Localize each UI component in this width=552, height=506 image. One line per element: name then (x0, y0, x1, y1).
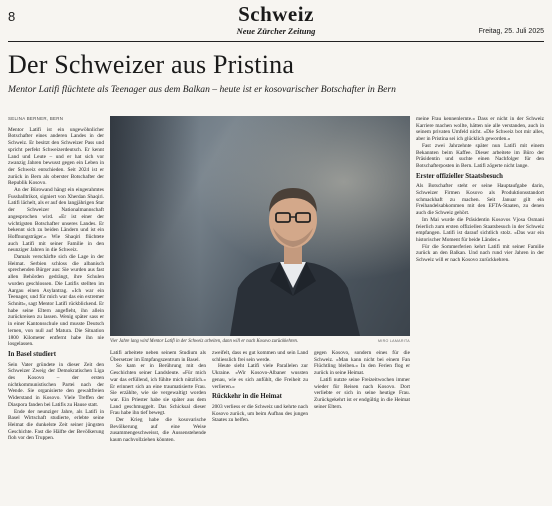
paragraph: zweifelt, dass es gut kommen und sein Land schliesslich frei sein werde. (212, 350, 308, 363)
paragraph: gegen Kosovo, sondern eines für die Schweiz. «Man kann nicht bei einem Fan Flüchtling bleiben.» In den Ferien flog er zurück in seine Heimat. (314, 350, 410, 377)
article-column-1 (8, 116, 104, 498)
article-lead: Mentor Latifi flüchtete als Teenager aus dem Balkan – heute ist er kosovarischer Botschafter in Bern (8, 84, 396, 95)
person-illustration (110, 116, 410, 336)
paragraph: 2003 verliess er die Schweiz und kehrte nach Kosovo zurück, um beim Aufbau des jungen Staates zu helfen. (212, 403, 308, 424)
paragraph: Fast zwei Jahrzehnte später nun Latifi mit einem Bekannten beim Kaffee. Dieser arbeitete im Büro der Präsidentin und suchte einen Nachfolger für den Botschafterposten in Bern. Latifi zögerte nicht lange. (416, 142, 544, 169)
article-headline: Der Schweizer aus Pristina (8, 50, 295, 79)
section-title: Schweiz (238, 2, 314, 26)
paragraph: Ende der neunziger Jahre, als Latifi in Basel Wirtschaft studierte, erlebte seine Heimat die dunkelste Zeit seiner jüngsten Geschichte. Fast die Hälfte der Bevölkerung floh vor den Truppen. (8, 408, 104, 442)
article-column-3 (212, 350, 308, 498)
paragraph: Für die Sommerferien kehrt Latifi mit seiner Familie zurück an den Balkan. Und nach rund vier Jahren in der Schweiz will er nach Kosovo zurückkehren. (416, 243, 544, 264)
paragraph: Im Mai wurde die Präsidentin Kosovos Vjosa Osmani feierlich zum ersten offiziellen Staatsbesuch in der Schweiz empfangen. Latifi ist darauf sichtlich stolz. «Das war ein historischer Moment für beide Länder.» (416, 216, 544, 243)
paragraph: Der Krieg habe die kosovarische Bevölkerung auf eine Weise zusammengeschweisst, die Aussenstehende kaum nachvollziehen könnten. (110, 417, 206, 444)
paragraph: meine Frau kennenlernte.» Dass er nicht in der Schweiz Karriere machen wollte, hätten nie alle verstanden, auch in seinem privaten Umfeld nicht. «Die Schweiz bot mir alles, aber in Pristina sei ich glücklich geworden.» (416, 116, 544, 143)
paragraph: Heute sieht Latifi viele Parallelen zur Ukraine. «Wir Kosovo-Albaner wussten genau, wie es sich anfühlt, die Freiheit zu verlieren.» (212, 363, 308, 390)
subheading: In Basel studiert (8, 350, 56, 358)
paragraph: So kam er in Berührung mit den Geschichten seiner Landsleute. «Für mich war das erfüllend, ich fühlte mich nützlich.» Er erinnert sich an eine traumatisierte Frau. Sie erzählte, wie sie vergewaltigt worden war. Ein Priester habe sie später aus dem Land geschmuggelt. Das Schicksal dieser Frau habe ihn tief bewegt. (110, 363, 206, 417)
newspaper-name: Neue Zürcher Zeitung (236, 26, 316, 36)
article-column-2 (110, 350, 206, 498)
byline: SELINA BERNER, BERN (8, 116, 64, 121)
paragraph: Latifi arbeitete neben seinem Studium als Übersetzer im Empfangszentrum in Basel. (110, 350, 206, 363)
paragraph: An der Bürowand hängt ein eingerahmtes Fussballtrikot, signiert von Xherdan Shaqiri. Latifi lächelt, als er auf den langjährigen Star der Schweizer Nationalmannschaft angesprochen wird. «Er ist einer der wichtigsten Botschafter unseres Landes. Er bekennt sich zu beiden Ländern und ist ein Hoffnungsträger.» Wie Shaqiri flüchtete auch Latifi mit seiner Familie in den neunziger Jahren in die Schweiz. (8, 187, 104, 254)
paragraph: Als Botschafter steht er seine Hauptaufgabe darin, Schweizer Firmen Kosovo als Produktionsstandort schmackhaft zu machen. Seit Januar gilt ein Freihandelsabkommen mit den EFTA-Staaten, zu denen auch die Schweiz gehört. (416, 183, 544, 217)
paragraph: Damals verschärfte sich die Lage in der Heimat. Serbien schloss die albanisch sprechenden Bürger aus: Sie wurden aus fast allen Behörden gedrängt, ihre Schulen wurden geschlossen. Die Latifis stellten im Aargau einen Asylantrag. «Ich war ein Teenager, und für mich war das ein extremer Schnitt», sagt Mentor Latifi rückblickend. Er habe seine Eltern angefleht, ihn allein zurückreisen zu lassen. Wenig später sass er in einer Kantonsschule und musste Deutsch lernen, von null auf Matura. Die Situation 1800 Kilometer entfernt habe ihn nie losgelassen. (8, 254, 104, 348)
masthead (8, 2, 544, 42)
paragraph: Mentor Latifi ist ein ungewöhnlicher Botschafter eines anderen Landes in der Schweiz. Er besitzt den Schweizer Pass und spricht perfekt Schweizerdeutsch. Er kennt Land und Leute – und er hat sich vor zwanzig Jahren bewusst gegen ein Leben in der Schweiz entschieden. Seit 2024 ist er zurück in Bern als oberster Botschafter der Republik Kosovo. (8, 126, 104, 187)
photo-credit: MIRO LAMARITA (378, 339, 410, 343)
photo-caption: Vier Jahre lang wird Mentor Latifi in der Schweiz arbeiten, dann will er nach Kosovo zurückkehren. (110, 339, 299, 344)
subheading: Erster offizieller Staatsbesuch (416, 172, 503, 180)
issue-date: Freitag, 25. Juli 2025 (478, 28, 544, 35)
subheading: Rückkehr in die Heimat (212, 393, 282, 401)
paragraph: Sein Vater gründete in dieser Zeit den Schweizer Zweig der Demokratischen Liga des Kosovo – der ersten nichtkommunistischen Partei nach der Wende. Sie organisierte den gewaltfreien Widerstand in Kosovo. Viele Treffen der Diaspora fanden bei Latifis zu Hause statt. (8, 361, 104, 408)
article-column-4 (314, 350, 410, 498)
portrait-photo (110, 116, 410, 336)
photo-caption-row (110, 339, 410, 344)
page-number: 8 (8, 9, 16, 24)
paragraph: Latifi nutzte seine Freizeitwochen immer wieder für Reisen nach Kosovo. Dort verliebte er sich in seine heutige Frau. Zurückgekehrt ist er endgültig in die Heimat seiner Eltern. (314, 376, 410, 410)
article-column-5 (416, 116, 544, 498)
